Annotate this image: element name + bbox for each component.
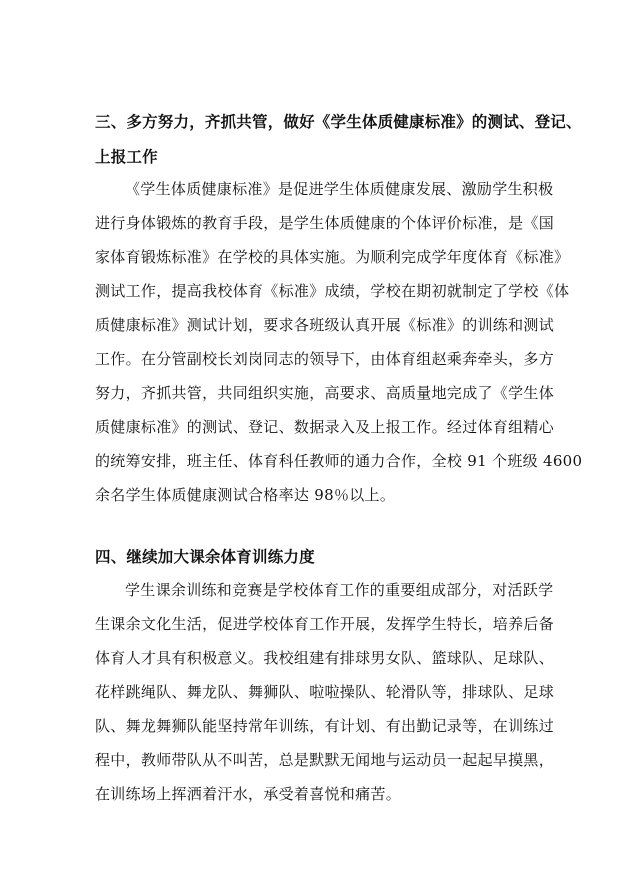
section-3-paragraph-line: 余名学生体质健康测试合格率达 98％以上。: [95, 486, 396, 504]
section-4-paragraph-line: 队、舞龙舞狮队能坚持常年训练，有计划、有出勤记录等，在训练过: [95, 717, 555, 735]
section-3-paragraph-line: 测试工作，提高我校体育《标准》成绩，学校在期初就制定了学校《体: [95, 282, 570, 300]
section-4-paragraph-line: 学生课余训练和竞赛是学校体育工作的重要组成部分，对活跃学: [125, 581, 554, 599]
section-3-paragraph-line: 质健康标准》测试计划，要求各班级认真开展《标准》的训练和测试: [95, 316, 555, 334]
section-3-paragraph-line: 进行身体锻炼的教育手段，是学生体质健康的个体评价标准，是《国: [95, 214, 555, 232]
section-3-heading-line-2: 上报工作: [95, 148, 158, 166]
section-4-heading: 四、继续加大课余体育训练力度: [95, 548, 315, 566]
section-3-paragraph-line: 努力，齐抓共管，共同组织实施，高要求、高质量地完成了《学生体: [95, 384, 555, 402]
section-3-paragraph-line: 工作。在分管副校长刘岗同志的领导下，由体育组赵乘奔牵头，多方: [95, 350, 555, 368]
section-3-paragraph-line: 《学生体质健康标准》是促进学生体质健康发展、激励学生积极: [125, 180, 554, 198]
section-4-paragraph-line: 体育人才具有积极意义。我校组建有排球男女队、篮球队、足球队、: [95, 649, 555, 667]
section-4-paragraph-line: 程中，教师带队从不叫苦，总是默默无闻地与运动员一起起早摸黑，: [95, 751, 555, 769]
section-4-paragraph-line: 花样跳绳队、舞龙队、舞狮队、啦啦操队、轮滑队等，排球队、足球: [95, 683, 555, 701]
section-3-paragraph-line: 的统筹安排，班主任、体育科任教师的通力合作，全校 91 个班级 4600: [95, 452, 583, 470]
section-3-heading-line-1: 三、多方努力，齐抓共管，做好《学生体质健康标准》的测试、登记、: [95, 113, 582, 131]
section-4-paragraph-line: 在训练场上挥洒着汗水，承受着喜悦和痛苦。: [95, 785, 402, 803]
section-3-paragraph-line: 质健康标准》的测试、登记、数据录入及上报工作。经过体育组精心: [95, 418, 555, 436]
section-3-paragraph-line: 家体育锻炼标准》在学校的具体实施。为顺利完成学年度体育《标准》: [95, 248, 570, 266]
section-4-paragraph-line: 生课余文化生活，促进学校体育工作开展，发挥学生特长，培养后备: [95, 615, 555, 633]
